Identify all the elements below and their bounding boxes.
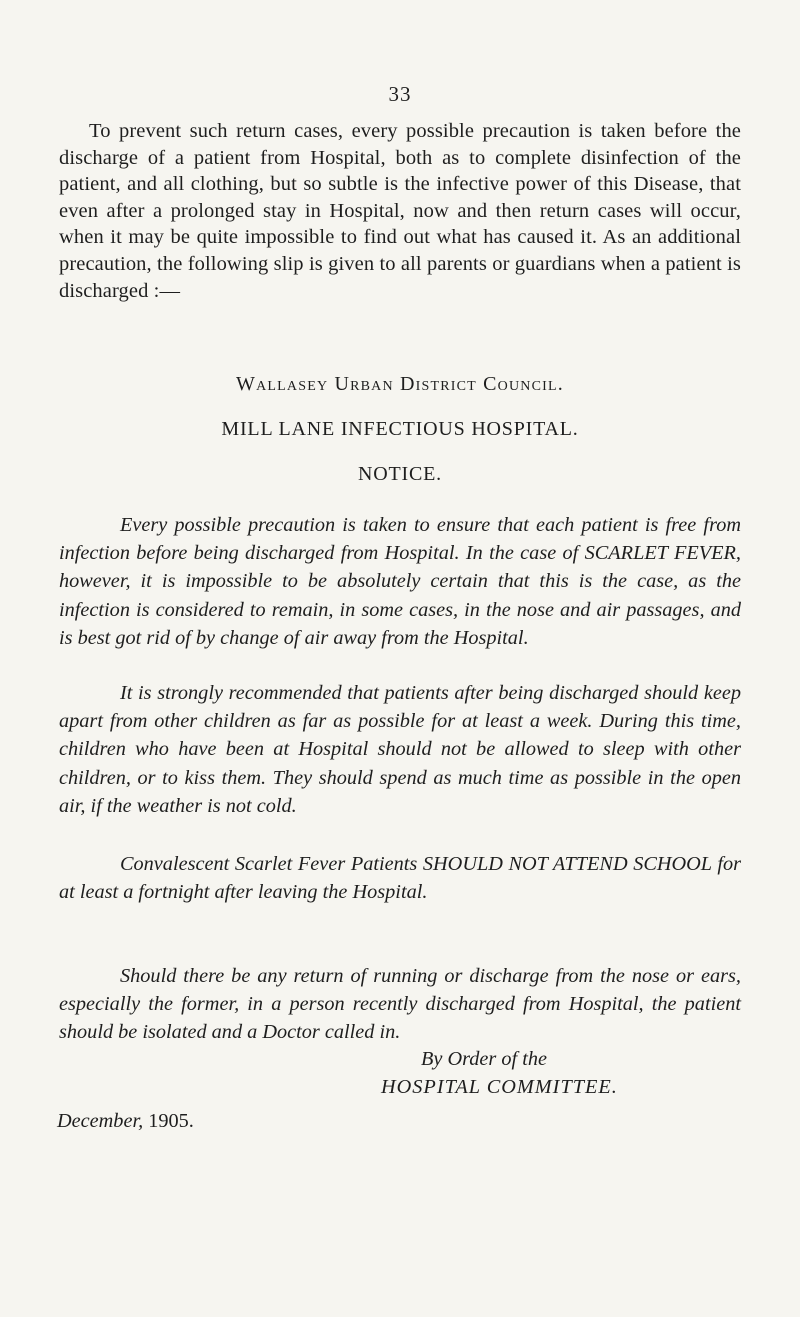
intro-paragraph: To prevent such return cases, every possible precaution is taken before the discharge of a patient from Hospital, both as to complete disinfection of the patient, and all clothing, but so subtle is the infective power of this Disease, that even after a prolonged stay in Hospital, now and then return cases will occur, when it may be quite impossible to find out what has caused it. As an additional precaution, the following slip is given to all parents or guardians when a patient is discharged :—	[59, 120, 741, 302]
notice-paragraph-return: Should there be any return of running or discharge from the nose or ears, especially the former, in a person recently discharged from Hospital, the patient should be isolated and a Doctor called in.	[59, 965, 741, 1044]
notice-paragraph-school: Convalescent Scarlet Fever Patients SHOULD NOT ATTEND SCHOOL for at least a fortnight after leaving the Hospital.	[59, 853, 741, 904]
notice-heading: NOTICE.	[358, 463, 442, 485]
committee-signature: HOSPITAL COMMITTEE.	[381, 1076, 618, 1098]
order-line: By Order of the	[421, 1048, 547, 1070]
date-month: December,	[57, 1110, 144, 1132]
notice-paragraph-precaution: Every possible precaution is taken to ensure that each patient is free from infection before being discharged from Hospital. In the case of SCARLET FEVER, however, it is impossible to be absolutely certain that this is the case, as the infection is considered to remain, in some cases, in the nose and air passages, and is best got rid of by change of air away from the Hospital.	[59, 514, 741, 649]
notice-date	[57, 1110, 194, 1133]
hospital-heading: MILL LANE INFECTIOUS HOSPITAL.	[221, 418, 579, 440]
date-year: 1905.	[148, 1110, 194, 1132]
council-heading: Wallasey Urban District Council.	[236, 373, 564, 395]
notice-paragraph-recommendation: It is strongly recommended that patients after being discharged should keep apart from other children as far as possible for at least a week. During this time, children who have been at Hospital should not be allowed to sleep with other children, or to kiss them. They should spend as much time as possible in the open air, if the weather is not cold.	[59, 682, 741, 817]
page-number: 33	[388, 82, 412, 106]
